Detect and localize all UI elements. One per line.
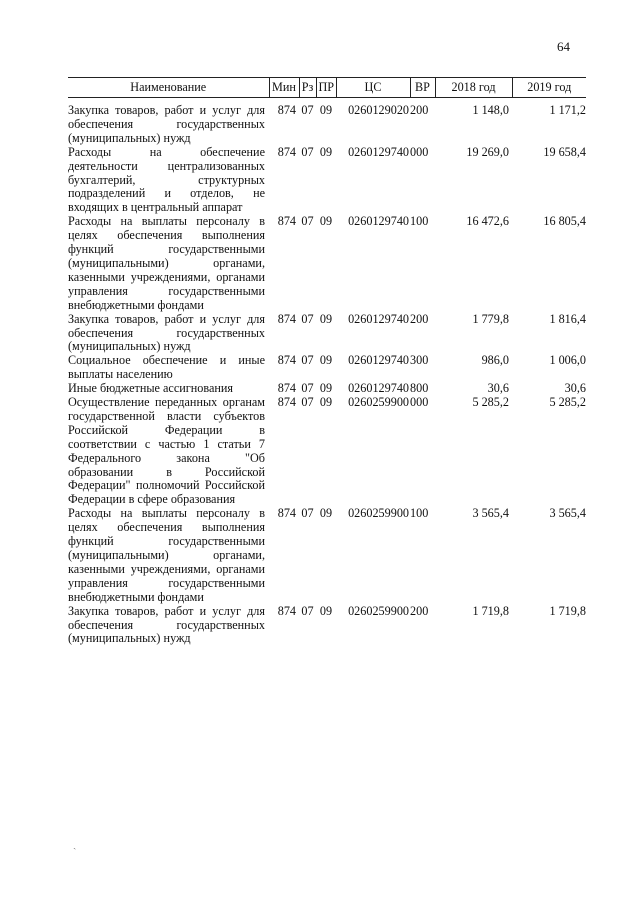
row-vr: 000 bbox=[410, 395, 429, 410]
row-pr: 09 bbox=[319, 144, 333, 159]
row-2018: 1 779,8 bbox=[472, 311, 509, 326]
header-cs: ЦС bbox=[336, 78, 410, 98]
row-name: Закупка товаров, работ и услуг для обеспечения государственных (муниципальных) нужд bbox=[68, 103, 265, 145]
row-vr: 800 bbox=[410, 381, 429, 396]
row-min: 874 bbox=[277, 506, 296, 521]
row-min: 874 bbox=[277, 144, 296, 159]
row-vr: 300 bbox=[410, 353, 429, 368]
row-name: Расходы на обеспечение деятельности централизованных бухгалтерий, структурных подразделений и отделов, не входящих в центральный аппарат bbox=[68, 144, 265, 215]
row-2018: 19 269,0 bbox=[466, 144, 509, 159]
row-vr: 100 bbox=[410, 506, 429, 521]
row-2018: 1 148,0 bbox=[472, 103, 509, 117]
row-name: Иные бюджетные ассигнования bbox=[68, 381, 234, 396]
table-body bbox=[68, 98, 586, 647]
table-row bbox=[68, 605, 586, 647]
table-row bbox=[68, 215, 586, 312]
row-pr: 09 bbox=[319, 506, 333, 521]
row-name: Осуществление переданных органам государственной власти субъектов Российской Федерации в соответствии с частью 1 статьи 7 Федерального закона "Об образовании в Российской Федерации" полномочий Российской Федерации в сфере образования bbox=[68, 395, 265, 507]
table-row bbox=[68, 396, 586, 507]
row-rz: 07 bbox=[301, 311, 314, 326]
row-2018: 5 285,2 bbox=[472, 395, 509, 410]
row-name: Социальное обеспечение и иные выплаты населению bbox=[68, 353, 265, 382]
budget-table bbox=[68, 77, 586, 646]
row-min: 874 bbox=[277, 214, 296, 229]
row-2019: 19 658,4 bbox=[543, 144, 586, 159]
row-rz: 07 bbox=[301, 395, 314, 410]
row-min: 874 bbox=[277, 381, 296, 396]
row-2019: 1 816,4 bbox=[549, 311, 586, 326]
row-vr: 200 bbox=[410, 603, 429, 618]
header-2018: 2018 год bbox=[435, 78, 512, 98]
row-rz: 07 bbox=[301, 381, 314, 396]
header-min: Мин bbox=[269, 78, 299, 98]
row-2019: 1 171,2 bbox=[549, 103, 586, 117]
row-2018: 16 472,6 bbox=[466, 214, 509, 229]
row-cs: 0260129740 bbox=[348, 311, 409, 326]
row-cs: 0260259900 bbox=[348, 603, 409, 618]
header-name: Наименование bbox=[68, 78, 269, 98]
table-header bbox=[68, 78, 586, 98]
row-cs: 0260129740 bbox=[348, 214, 409, 229]
row-cs: 0260129740 bbox=[348, 381, 409, 396]
header-rz: Рз bbox=[299, 78, 316, 98]
row-pr: 09 bbox=[319, 103, 333, 117]
header-pr: ПР bbox=[316, 78, 336, 98]
row-rz: 07 bbox=[301, 506, 314, 521]
row-rz: 07 bbox=[301, 103, 314, 117]
row-2019: 1 006,0 bbox=[549, 353, 586, 368]
row-min: 874 bbox=[277, 311, 296, 326]
row-pr: 09 bbox=[319, 353, 333, 368]
row-rz: 07 bbox=[301, 144, 314, 159]
row-pr: 09 bbox=[319, 214, 333, 229]
header-vr: ВР bbox=[410, 78, 435, 98]
row-2018: 986,0 bbox=[481, 353, 509, 368]
row-2018: 30,6 bbox=[487, 381, 509, 396]
row-cs: 0260259900 bbox=[348, 395, 409, 410]
row-cs: 0260129740 bbox=[348, 144, 409, 159]
row-cs: 0260259900 bbox=[348, 506, 409, 521]
row-min: 874 bbox=[277, 395, 296, 410]
table-row bbox=[68, 313, 586, 355]
row-vr: 200 bbox=[410, 103, 429, 117]
table-row bbox=[68, 507, 586, 604]
table-row bbox=[68, 146, 586, 216]
row-pr: 09 bbox=[319, 311, 333, 326]
row-vr: 000 bbox=[410, 144, 429, 159]
page-number: 64 bbox=[557, 39, 570, 54]
row-vr: 100 bbox=[410, 214, 429, 229]
table-row bbox=[68, 98, 586, 146]
row-min: 874 bbox=[277, 103, 296, 117]
row-rz: 07 bbox=[301, 214, 314, 229]
row-rz: 07 bbox=[301, 603, 314, 618]
row-rz: 07 bbox=[301, 353, 314, 368]
scan-mark: ˎ bbox=[73, 839, 77, 850]
row-name: Расходы на выплаты персоналу в целях обеспечения выполнения функций государственными (муниципальными) органами, казенными учреждениями, органами управления государственными внебюджетными фондами bbox=[68, 214, 265, 312]
row-pr: 09 bbox=[319, 381, 333, 396]
row-2019: 30,6 bbox=[564, 381, 586, 396]
row-2019: 16 805,4 bbox=[543, 214, 586, 229]
row-vr: 200 bbox=[410, 311, 429, 326]
row-name: Расходы на выплаты персоналу в целях обеспечения выполнения функций государственными (муниципальными) органами, казенными учреждениями, органами управления государственными внебюджетными фондами bbox=[68, 506, 265, 604]
row-2018: 3 565,4 bbox=[472, 506, 509, 521]
row-name: Закупка товаров, работ и услуг для обеспечения государственных (муниципальных) нужд bbox=[68, 603, 265, 646]
row-2019: 3 565,4 bbox=[549, 506, 586, 521]
row-2019: 1 719,8 bbox=[549, 603, 586, 618]
row-name: Закупка товаров, работ и услуг для обеспечения государственных (муниципальных) нужд bbox=[68, 311, 265, 354]
row-cs: 0260129020 bbox=[348, 103, 409, 117]
table-row bbox=[68, 354, 586, 382]
row-min: 874 bbox=[277, 353, 296, 368]
row-pr: 09 bbox=[319, 603, 333, 618]
header-2019: 2019 год bbox=[512, 78, 586, 98]
row-2019: 5 285,2 bbox=[549, 395, 586, 410]
row-cs: 0260129740 bbox=[348, 353, 409, 368]
row-2018: 1 719,8 bbox=[472, 603, 509, 618]
table-row bbox=[68, 382, 586, 396]
row-pr: 09 bbox=[319, 395, 333, 410]
row-min: 874 bbox=[277, 603, 296, 618]
